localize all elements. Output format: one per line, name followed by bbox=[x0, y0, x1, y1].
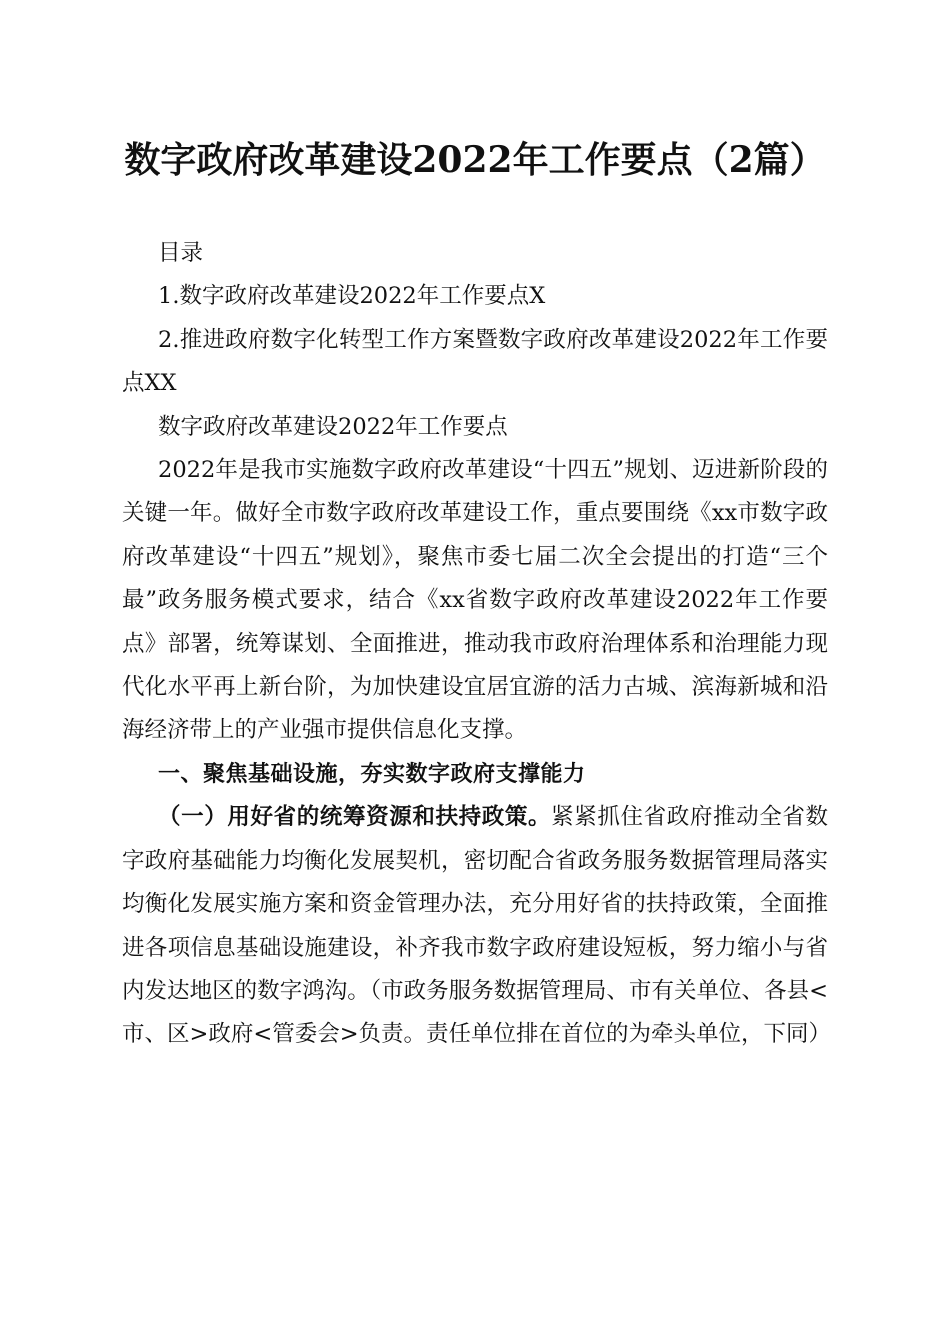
section-subtitle: 数字政府改革建设2022年工作要点 bbox=[158, 413, 508, 440]
document-body bbox=[122, 232, 832, 1057]
item-1-lead: （一）用好省的统筹资源和扶持政策。 bbox=[158, 804, 552, 831]
toc-label: 目录 bbox=[158, 240, 204, 266]
toc-item-1: 1.数字政府改革建设2022年工作要点X bbox=[158, 283, 546, 310]
section-heading: 一、聚焦基础设施，夯实数字政府支撑能力 bbox=[158, 761, 586, 787]
item-1-paragraph bbox=[122, 796, 832, 1056]
toc-item-2: 2.推进政府数字化转型工作方案暨数字政府改革建设2022年工作要点XX bbox=[122, 326, 828, 397]
document-title: 数字政府改革建设2022年工作要点（2篇） bbox=[124, 139, 826, 181]
intro-paragraph: 2022年是我市实施数字政府改革建设“十四五”规划、迈进新阶段的关键一年。做好全市数字政府改革建设工作，重点要围绕《xx市数字政府改革建设“十四五”规划》，聚焦市委七届二次全会提出的打造“三个最”政务服务模式要求，结合《xx省数字政府改革建设2022年工作要点》部署，统筹谋划、全面推进，推动我市政府治理体系和治理能力现代化水平再上新台阶，为加快建设宜居宜游的活力古城、滨海新城和沿海经济带上的产业强市提供信息化支撑。 bbox=[122, 457, 828, 744]
item-1-body: 紧紧抓住省政府推动全省数字政府基础能力均衡化发展契机，密切配合省政务服务数据管理局落实均衡化发展实施方案和资金管理办法，充分用好省的扶持政策，全面推进各项信息基础设施建设，补齐我市数字政府建设短板，努力缩小与省内发达地区的数字鸿沟。（市政务服务数据管理局、市有关单位、各县<市、区>政府<管委会>负责。责任单位排在首位的为牵头单位，下同） bbox=[122, 804, 832, 1048]
